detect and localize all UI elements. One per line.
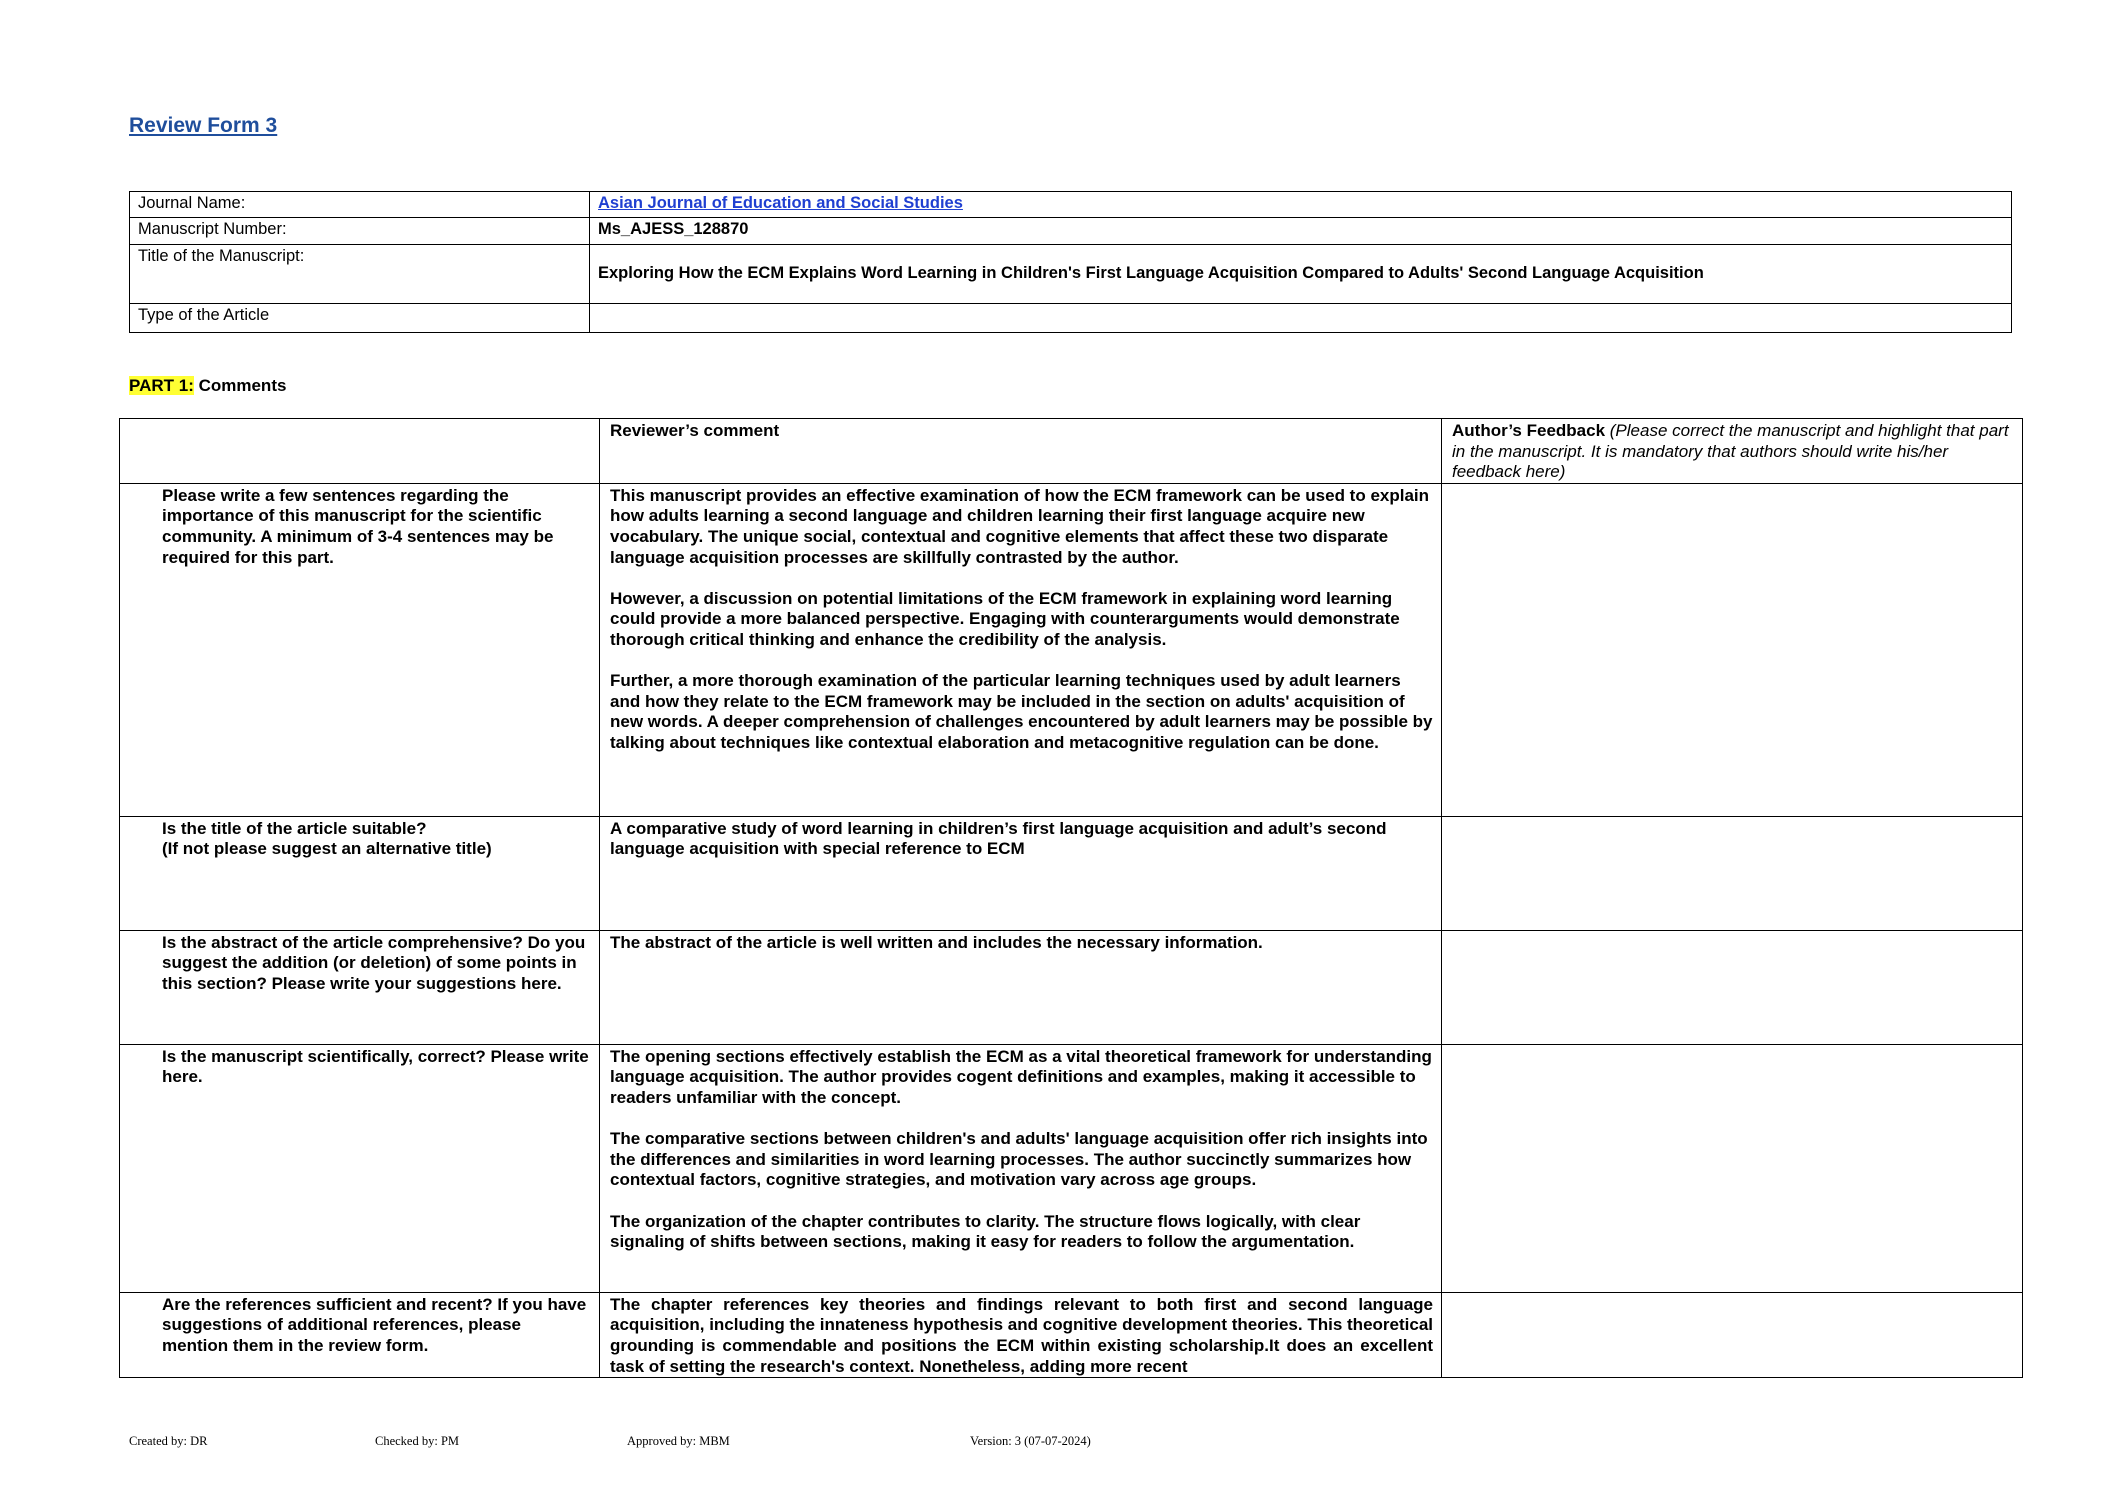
comment-paragraph: This manuscript provides an effective examination of how the ECM framework can be used to explain how adults learning a second language and children learning their first language acquire new vocabulary. The unique social, contextual and cognitive elements that affect these two disparate language acquisition processes are skillfully contrasted by the author. xyxy=(610,485,1430,567)
footer-checked: Checked by: PM xyxy=(375,1434,460,1448)
reviewer-comment-cell xyxy=(600,930,1442,1044)
question-cell: Is the abstract of the article comprehensive? Do you suggest the addition (or deletion) of some points in this section? Please write your suggestions here. xyxy=(120,930,600,1044)
title-label: Title of the Manuscript: xyxy=(130,245,590,304)
journal-label: Journal Name: xyxy=(130,192,590,218)
comment-paragraph: The chapter references key theories and findings relevant to both first and second language acquisition, including the innateness hypothesis and cognitive development theories. This theoretical grounding is commendable and positions the ECM within existing scholarship.It does an excellent task of setting the research's context. Nonetheless, adding more recent xyxy=(610,1294,1433,1376)
header-reviewer-comment: Reviewer’s comment xyxy=(600,419,1442,484)
manuscript-info-table xyxy=(129,191,2012,333)
comment-paragraph: Further, a more thorough examination of the particular learning techniques used by adult learners and how they relate to the ECM framework may be included in the section on adults' acquisition of new words. A deeper comprehension of challenges encountered by adult learners may be possible by talking about techniques like contextual elaboration and metacognitive regulation can be done. xyxy=(610,671,1433,752)
question-cell: Is the title of the article suitable? (If not please suggest an alternative title) xyxy=(120,816,600,930)
author-feedback-cell[interactable] xyxy=(1442,1292,2023,1377)
manuscript-value: Ms_AJESS_128870 xyxy=(590,218,2012,245)
reviewer-comment-cell xyxy=(600,1292,1442,1377)
type-label: Type of the Article xyxy=(130,304,590,333)
comment-paragraph: However, a discussion on potential limitations of the ECM framework in explaining word learning could provide a more balanced perspective. Engaging with counterarguments would demonstrate thorough critical thinking and enhance the credibility of the analysis. xyxy=(610,588,1400,649)
type-value xyxy=(590,304,2012,333)
comment-paragraph: The opening sections effectively establish the ECM as a vital theoretical framework for understanding language acquisition. The author provides cogent definitions and examples, making it accessible to readers unfamiliar with the concept. xyxy=(610,1046,1432,1107)
footer-version: Version: 3 (07-07-2024) xyxy=(970,1434,1091,1448)
header-author-feedback xyxy=(1442,419,2023,484)
title-value-text: Exploring How the ECM Explains Word Learning in Children's First Language Acquisition Compared to Adults' Second Language Acquisition xyxy=(598,264,1704,282)
part-title: Comments xyxy=(193,376,287,395)
author-feedback-cell[interactable] xyxy=(1442,930,2023,1044)
author-feedback-cell[interactable] xyxy=(1442,1044,2023,1292)
comment-paragraph: The organization of the chapter contributes to clarity. The structure flows logically, with clear signaling of shifts between sections, making it easy for readers to follow the argumentation. xyxy=(610,1211,1361,1252)
header-empty-cell xyxy=(120,419,600,484)
manuscript-label: Manuscript Number: xyxy=(130,218,590,245)
table-row xyxy=(120,930,2023,1044)
title-value xyxy=(590,245,2012,304)
comment-paragraph: A comparative study of word learning in children’s first language acquisition and adult’s second language acquisition with special reference to ECM xyxy=(610,818,1387,859)
table-row xyxy=(120,1292,2023,1377)
reviewer-comment-cell xyxy=(600,483,1442,816)
journal-value-cell xyxy=(590,192,2012,218)
reviewer-comment-cell xyxy=(600,816,1442,930)
reviewer-comment-cell xyxy=(600,1044,1442,1292)
question-cell: Are the references sufficient and recent? If you have suggestions of additional references, please mention them in the review form. xyxy=(120,1292,600,1377)
table-row xyxy=(120,1044,2023,1292)
question-cell: Is the manuscript scientifically, correct? Please write here. xyxy=(120,1044,600,1292)
form-title: Review Form 3 xyxy=(129,114,278,137)
part-label: PART 1: xyxy=(129,376,194,395)
footer-created: Created by: DR xyxy=(129,1434,208,1448)
author-feedback-label: Author’s Feedback xyxy=(1452,421,1606,440)
part-heading xyxy=(129,376,286,396)
author-feedback-cell[interactable] xyxy=(1442,816,2023,930)
header-row xyxy=(120,419,2023,484)
question-cell: Please write a few sentences regarding the importance of this manuscript for the scientific community. A minimum of 3-4 sentences may be required for this part. xyxy=(120,483,600,816)
comment-paragraph: The comparative sections between children's and adults' language acquisition offer rich insights into the differences and similarities in word learning processes. The author succinctly summarizes how contextual factors, cognitive strategies, and motivation vary across age groups. xyxy=(610,1129,1428,1190)
comments-table xyxy=(119,418,2023,1378)
author-feedback-cell[interactable] xyxy=(1442,483,2023,816)
table-row xyxy=(120,816,2023,930)
journal-link[interactable]: Asian Journal of Education and Social Studies xyxy=(598,194,963,212)
comment-paragraph: The abstract of the article is well written and includes the necessary information. xyxy=(610,932,1263,952)
author-feedback-instructions: (Please correct the manuscript and highlight that part in the manuscript. It is mandatory that authors should write his/her feedback here) xyxy=(1452,421,2009,482)
table-row xyxy=(120,483,2023,816)
footer-approved: Approved by: MBM xyxy=(627,1434,730,1448)
